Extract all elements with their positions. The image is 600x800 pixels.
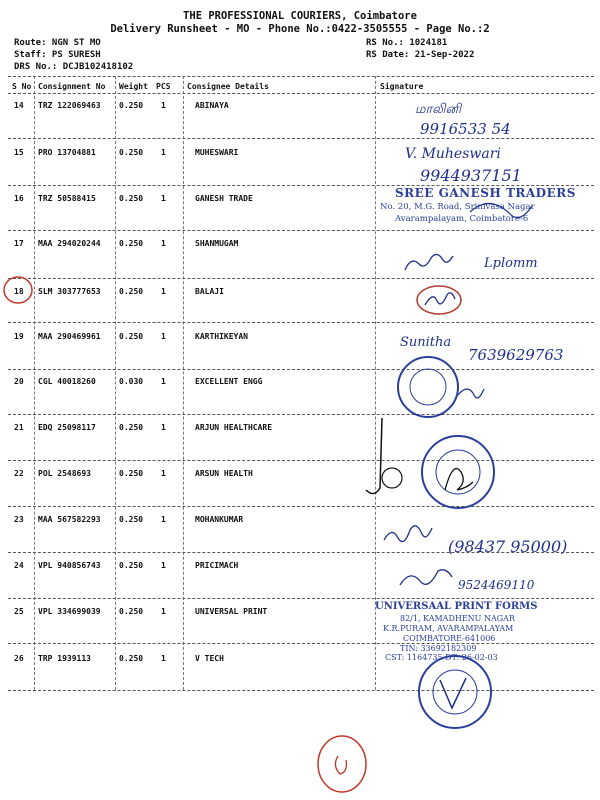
row-pcs: 1	[161, 332, 166, 341]
row-weight: 0.250	[119, 332, 144, 341]
red-circle-mark	[318, 736, 366, 792]
signature-row24-phone: 9524469110	[458, 578, 535, 592]
row-sno: 17	[14, 239, 24, 248]
col-header-pcs: PCS	[156, 82, 171, 91]
excellent-stamp-inner-ring	[410, 369, 446, 405]
row-weight: 0.250	[119, 194, 144, 203]
row-sno: 20	[14, 377, 24, 386]
drs-label: DRS No.: DCJB102418102	[14, 62, 134, 72]
staff-label: Staff: PS SURESH	[14, 50, 101, 60]
stamp-universal-address1: 82/1, KAMADHENU NAGAR	[400, 614, 515, 623]
row-consignee: KARTHIKEYAN	[195, 332, 248, 341]
col-header-consignment: Consignment No	[38, 82, 106, 91]
row-pcs: 1	[161, 423, 166, 432]
signature-scribble	[445, 469, 473, 490]
row-consignee: SHANMUGAM	[195, 239, 239, 248]
row-consignment: MAA 290469961	[38, 332, 101, 341]
stamp-universal-address2: K.R.PURAM, AVARAMPALAYAM	[383, 624, 514, 633]
stamp-ganesh-address1: No. 20, M.G. Road, Srinivasa Nagar	[380, 202, 535, 212]
row-consignee: ARSUN HEALTH	[195, 469, 253, 478]
row-consignment: CGL 40018260	[38, 377, 96, 386]
row-consignment: TRZ 122069463	[38, 101, 101, 110]
company-title: THE PROFESSIONAL COURIERS, Coimbatore	[183, 10, 417, 22]
row-sno: 23	[14, 515, 24, 524]
row-weight: 0.250	[119, 101, 144, 110]
row-sno: 24	[14, 561, 24, 570]
route-label: Route: NGN ST MO	[14, 38, 101, 48]
signature-row14-name: மாலினி	[415, 102, 462, 117]
row-consignee: ABINAYA	[195, 101, 229, 110]
row-consignment: VPL 940856743	[38, 561, 101, 570]
circled-number-mark	[382, 468, 402, 488]
row-weight: 0.250	[119, 469, 144, 478]
row-pcs: 1	[161, 239, 166, 248]
row-consignment: MAA 294020244	[38, 239, 101, 248]
arjun-stamp-icon	[422, 436, 494, 508]
signature-row17: Lplomm	[484, 256, 538, 271]
row-sno: 19	[14, 332, 24, 341]
signature-scribble	[400, 570, 452, 585]
row-pcs: 1	[161, 561, 166, 570]
row-weight: 0.250	[119, 515, 144, 524]
row-sno: 14	[14, 101, 24, 110]
row-sno: 25	[14, 607, 24, 616]
signature-row15-phone: 9944937151	[420, 166, 522, 185]
vtech-stamp-icon	[419, 656, 491, 728]
signature-scribble	[405, 254, 453, 270]
row-consignment: VPL 334699039	[38, 607, 101, 616]
stamp-universal-cst: CST: 1164735 DT: 26-02-03	[385, 653, 498, 662]
vtech-stamp-inner-ring	[433, 670, 477, 714]
row-weight: 0.250	[119, 239, 144, 248]
row-pcs: 1	[161, 654, 166, 663]
row-sno: 18	[14, 287, 24, 296]
row-consignee: MOHANKUMAR	[195, 515, 244, 524]
row-pcs: 1	[161, 101, 166, 110]
row-weight: 0.030	[119, 377, 144, 386]
signature-row19-phone: 7639629763	[468, 346, 564, 364]
row-consignee: BALAJI	[195, 287, 224, 296]
row-weight: 0.250	[119, 607, 144, 616]
col-header-consignee: Consignee Details	[187, 82, 269, 91]
row-sno: 22	[14, 469, 24, 478]
signature-scribble	[384, 526, 432, 542]
row-pcs: 1	[161, 607, 166, 616]
row-weight: 0.250	[119, 148, 144, 157]
row-pcs: 1	[161, 469, 166, 478]
signature-tick	[440, 678, 466, 708]
bracket-mark	[366, 418, 382, 494]
row-pcs: 1	[161, 148, 166, 157]
row-sno: 26	[14, 654, 24, 663]
signature-scribble	[425, 293, 455, 305]
row-sno: 16	[14, 194, 24, 203]
row-consignee: UNIVERSAL PRINT	[195, 607, 268, 616]
stamp-universal-name: UNIVERSAAL PRINT FORMS	[375, 601, 538, 612]
row-consignee: PRICIMACH	[195, 561, 239, 570]
row-weight: 0.250	[119, 654, 144, 663]
row-consignment: PRO 13704881	[38, 148, 96, 157]
signature-row14-phone: 9916533 54	[420, 120, 511, 138]
runsheet-subtitle: Delivery Runsheet - MO - Phone No.:0422-3505555 - Page No.:2	[110, 23, 490, 35]
col-header-signature: Signature	[380, 82, 424, 91]
col-header-weight: Weight	[119, 82, 148, 91]
row-pcs: 1	[161, 515, 166, 524]
signature-scribble	[458, 389, 484, 398]
row-sno: 21	[14, 423, 24, 432]
row-consignee: ARJUN HEALTHCARE	[195, 423, 273, 432]
red-circle-mark	[4, 277, 32, 303]
row-consignee: EXCELLENT ENGG	[195, 377, 263, 386]
stamp-ganesh-name: SREE GANESH TRADERS	[395, 186, 576, 200]
row-consignment: TRZ 50588415	[38, 194, 96, 203]
signature-row23-phone: (98437 95000)	[448, 537, 568, 556]
row-weight: 0.250	[119, 561, 144, 570]
row-consignee: MUHESWARI	[195, 148, 239, 157]
row-consignment: MAA 567582293	[38, 515, 101, 524]
col-header-sno: S No	[12, 82, 32, 91]
row-consignment: TRP 1939113	[38, 654, 91, 663]
signature-row19-name: Sunitha	[400, 335, 452, 350]
signature-row15-name: V. Muheswari	[405, 146, 501, 162]
row-consignment: POL 2548693	[38, 469, 91, 478]
row-sno: 15	[14, 148, 24, 157]
row-consignment: EDQ 25098117	[38, 423, 96, 432]
stamp-universal-tin: TIN: 33692182309	[400, 644, 477, 653]
excellent-stamp-icon	[398, 357, 458, 417]
red-oval-signature	[417, 286, 461, 314]
row-consignee: V TECH	[195, 654, 224, 663]
stamp-ganesh-address2: Avarampalayam, Coimbatore-6	[395, 214, 529, 224]
arjun-stamp-inner-ring	[436, 450, 480, 494]
row-weight: 0.250	[119, 423, 144, 432]
red-mark-scribble	[335, 756, 346, 774]
row-consignee: GANESH TRADE	[195, 194, 253, 203]
signature-scribble	[470, 203, 532, 217]
row-consignment: SLM 303777653	[38, 287, 101, 296]
rs-date: RS Date: 21-Sep-2022	[366, 50, 475, 60]
row-pcs: 1	[161, 287, 166, 296]
rs-number: RS No.: 1024181	[366, 38, 448, 48]
row-pcs: 1	[161, 194, 166, 203]
stamp-universal-address3: COIMBATORE-641006	[403, 634, 496, 643]
row-weight: 0.250	[119, 287, 144, 296]
row-pcs: 1	[161, 377, 166, 386]
